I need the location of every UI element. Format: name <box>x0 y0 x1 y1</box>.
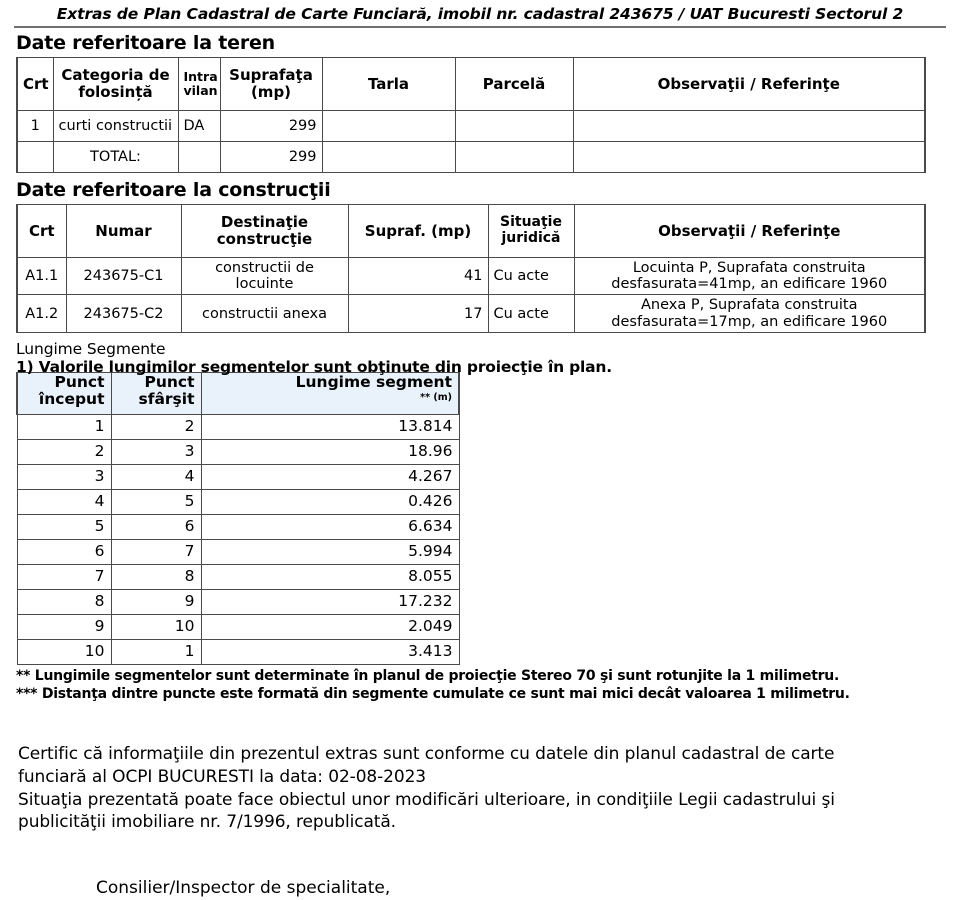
col-header-situatie: Situaţie juridică <box>488 205 574 258</box>
observatii-line-1: Anexa P, Suprafata construita <box>641 297 858 314</box>
col-header-punct-inceput-line2: început <box>38 390 105 409</box>
cell-observatii <box>573 111 925 142</box>
cell-lungime: 2.049 <box>201 614 459 639</box>
cell-destinatie: constructii anexa <box>181 295 348 332</box>
certification-line-4: publicităţii imobiliare nr. 7/1996, republicată. <box>18 812 396 833</box>
cell-punct-inceput: 3 <box>17 464 111 489</box>
cell-punct-sfarsit: 1 <box>111 639 201 664</box>
cell-crt: 1 <box>17 111 53 142</box>
cell-punct-sfarsit: 3 <box>111 439 201 464</box>
table-teren-header <box>17 58 925 111</box>
cell-tarla <box>322 111 455 142</box>
col-header-tarla: Tarla <box>322 58 455 111</box>
col-header-categoria: Categoria de folosință <box>53 58 178 111</box>
cell-punct-inceput: 6 <box>17 539 111 564</box>
cell-lungime: 6.634 <box>201 514 459 539</box>
cell-punct-sfarsit: 5 <box>111 489 201 514</box>
col-header-punct-inceput-line1: Punct <box>54 372 105 391</box>
col-header-lungime-segment <box>201 372 459 414</box>
cell-punct-inceput: 1 <box>17 414 111 439</box>
certification-line-1: Certific că informaţiile din prezentul extras sunt conforme cu datele din planul cadastral de carte <box>18 744 835 765</box>
cell-total-observatii <box>573 142 925 173</box>
document-title: Extras de Plan Cadastral de Carte Funciară, imobil nr. cadastral 243675 / UAT Bucuresti Sectorul 2 <box>56 5 904 23</box>
cell-observatii <box>574 295 925 332</box>
table-row <box>17 414 459 439</box>
segmente-note: 1) Valorile lungimilor segmentelor sunt obţinute din proiecţie în plan. <box>16 357 612 376</box>
cell-lungime: 8.055 <box>201 564 459 589</box>
table-teren-body <box>17 111 925 173</box>
col-header-crt: Crt <box>17 205 66 258</box>
cell-punct-sfarsit: 4 <box>111 464 201 489</box>
cell-intravilan: DA <box>178 111 220 142</box>
cell-punct-inceput: 10 <box>17 639 111 664</box>
segmente-label: Lungime Segmente <box>16 339 166 358</box>
table-total-row <box>17 142 925 173</box>
table-row <box>17 295 925 332</box>
cell-punct-inceput: 8 <box>17 589 111 614</box>
cell-lungime: 5.994 <box>201 539 459 564</box>
col-header-crt: Crt <box>17 58 53 111</box>
col-header-numar: Numar <box>66 205 181 258</box>
cell-suprafata: 299 <box>220 111 322 142</box>
segmente-footnotes <box>0 665 960 703</box>
cell-lungime: 0.426 <box>201 489 459 514</box>
cell-punct-sfarsit: 2 <box>111 414 201 439</box>
cell-supraf: 17 <box>348 295 488 332</box>
cell-punct-sfarsit: 7 <box>111 539 201 564</box>
col-header-lungime-text: Lungime segment <box>295 372 452 391</box>
table-row <box>17 614 459 639</box>
cell-total-tarla <box>322 142 455 173</box>
col-header-punct-sfarsit <box>111 372 201 414</box>
cell-parcela <box>455 111 573 142</box>
cell-destinatie: constructii de locuinte <box>181 258 348 295</box>
cell-punct-sfarsit: 8 <box>111 564 201 589</box>
table-constructii-header <box>17 205 925 258</box>
table-constructii <box>16 204 926 333</box>
table-row <box>17 514 459 539</box>
cell-lungime: 17.232 <box>201 589 459 614</box>
col-header-intravilan: Intra vilan <box>178 58 220 111</box>
table-row <box>17 258 925 295</box>
cell-lungime: 4.267 <box>201 464 459 489</box>
cell-total-crt <box>17 142 53 173</box>
cell-punct-sfarsit: 6 <box>111 514 201 539</box>
cell-total-parcela <box>455 142 573 173</box>
table-row <box>17 639 459 664</box>
observatii-line-1: Locuinta P, Suprafata construita <box>632 260 866 276</box>
cell-punct-inceput: 7 <box>17 564 111 589</box>
table-segmente-body <box>17 414 459 664</box>
col-header-punct-sfarsit-line1: Punct <box>144 372 195 391</box>
section-heading-constructii: Date referitoare la construcţii <box>16 179 331 201</box>
cell-categoria: curti constructii <box>53 111 178 142</box>
table-header-row <box>17 372 459 414</box>
col-header-supraf: Supraf. (mp) <box>348 205 488 258</box>
cell-situatie: Cu acte <box>488 258 574 295</box>
table-row <box>17 439 459 464</box>
cell-observatii <box>574 258 925 295</box>
footnote-2: *** Distanţa dintre puncte este formată din segmente cumulate ce sunt mai mici decât valoarea 1 milimetru. <box>16 686 850 703</box>
cell-supraf: 41 <box>348 258 488 295</box>
table-row <box>17 564 459 589</box>
cell-punct-inceput: 5 <box>17 514 111 539</box>
cell-situatie: Cu acte <box>488 295 574 332</box>
cell-total-suprafata: 299 <box>220 142 322 173</box>
table-segmente-header <box>17 372 459 414</box>
cell-numar: 243675-C2 <box>66 295 181 332</box>
table-row <box>17 489 459 514</box>
cell-crt: A1.1 <box>17 258 66 295</box>
cell-lungime: 3.413 <box>201 639 459 664</box>
col-header-suprafata: Suprafaţa (mp) <box>220 58 322 111</box>
col-header-observatii: Observaţii / Referinţe <box>574 205 925 258</box>
cell-lungime: 13.814 <box>201 414 459 439</box>
table-row <box>17 464 459 489</box>
table-teren <box>16 57 926 173</box>
col-header-parcela: Parcelă <box>455 58 573 111</box>
certification-line-2: funciară al OCPI BUCURESTI la data: 02-08-2023 <box>18 766 427 787</box>
col-header-lungime-unit: ** (m) <box>420 392 452 404</box>
table-segmente <box>16 372 460 665</box>
table-row <box>17 111 925 142</box>
certification-block <box>0 703 960 833</box>
cell-punct-sfarsit: 10 <box>111 614 201 639</box>
cell-punct-inceput: 2 <box>17 439 111 464</box>
cell-crt: A1.2 <box>17 295 66 332</box>
footnote-1: ** Lungimile segmentelor sunt determinate în planul de proiecţie Stereo 70 şi sunt rotunjite la 1 milimetru. <box>16 667 840 684</box>
cell-punct-sfarsit: 9 <box>111 589 201 614</box>
table-row <box>17 539 459 564</box>
cell-total-intravilan <box>178 142 220 173</box>
col-header-observatii: Observaţii / Referinţe <box>573 58 925 111</box>
signature-label: Consilier/Inspector de specialitate, <box>96 877 391 898</box>
col-header-punct-sfarsit-line2: sfârşit <box>138 390 195 409</box>
table-header-row <box>17 58 925 111</box>
col-header-punct-inceput <box>17 372 111 414</box>
cell-numar: 243675-C1 <box>66 258 181 295</box>
cell-punct-inceput: 9 <box>17 614 111 639</box>
certification-line-3: Situaţia prezentată poate face obiectul unor modificări ulterioare, in condiţiile Legii cadastrului şi <box>18 789 835 810</box>
cell-lungime: 18.96 <box>201 439 459 464</box>
cell-punct-inceput: 4 <box>17 489 111 514</box>
section-heading-teren: Date referitoare la teren <box>16 32 275 54</box>
observatii-line-2: desfasurata=41mp, an edificare 1960 <box>611 276 888 293</box>
col-header-destinatie: Destinaţie construcţie <box>181 205 348 258</box>
table-header-row <box>17 205 925 258</box>
table-row <box>17 589 459 614</box>
table-constructii-body <box>17 258 925 333</box>
observatii-line-2: desfasurata=17mp, an edificare 1960 <box>611 313 888 330</box>
cell-total-label: TOTAL: <box>53 142 178 173</box>
